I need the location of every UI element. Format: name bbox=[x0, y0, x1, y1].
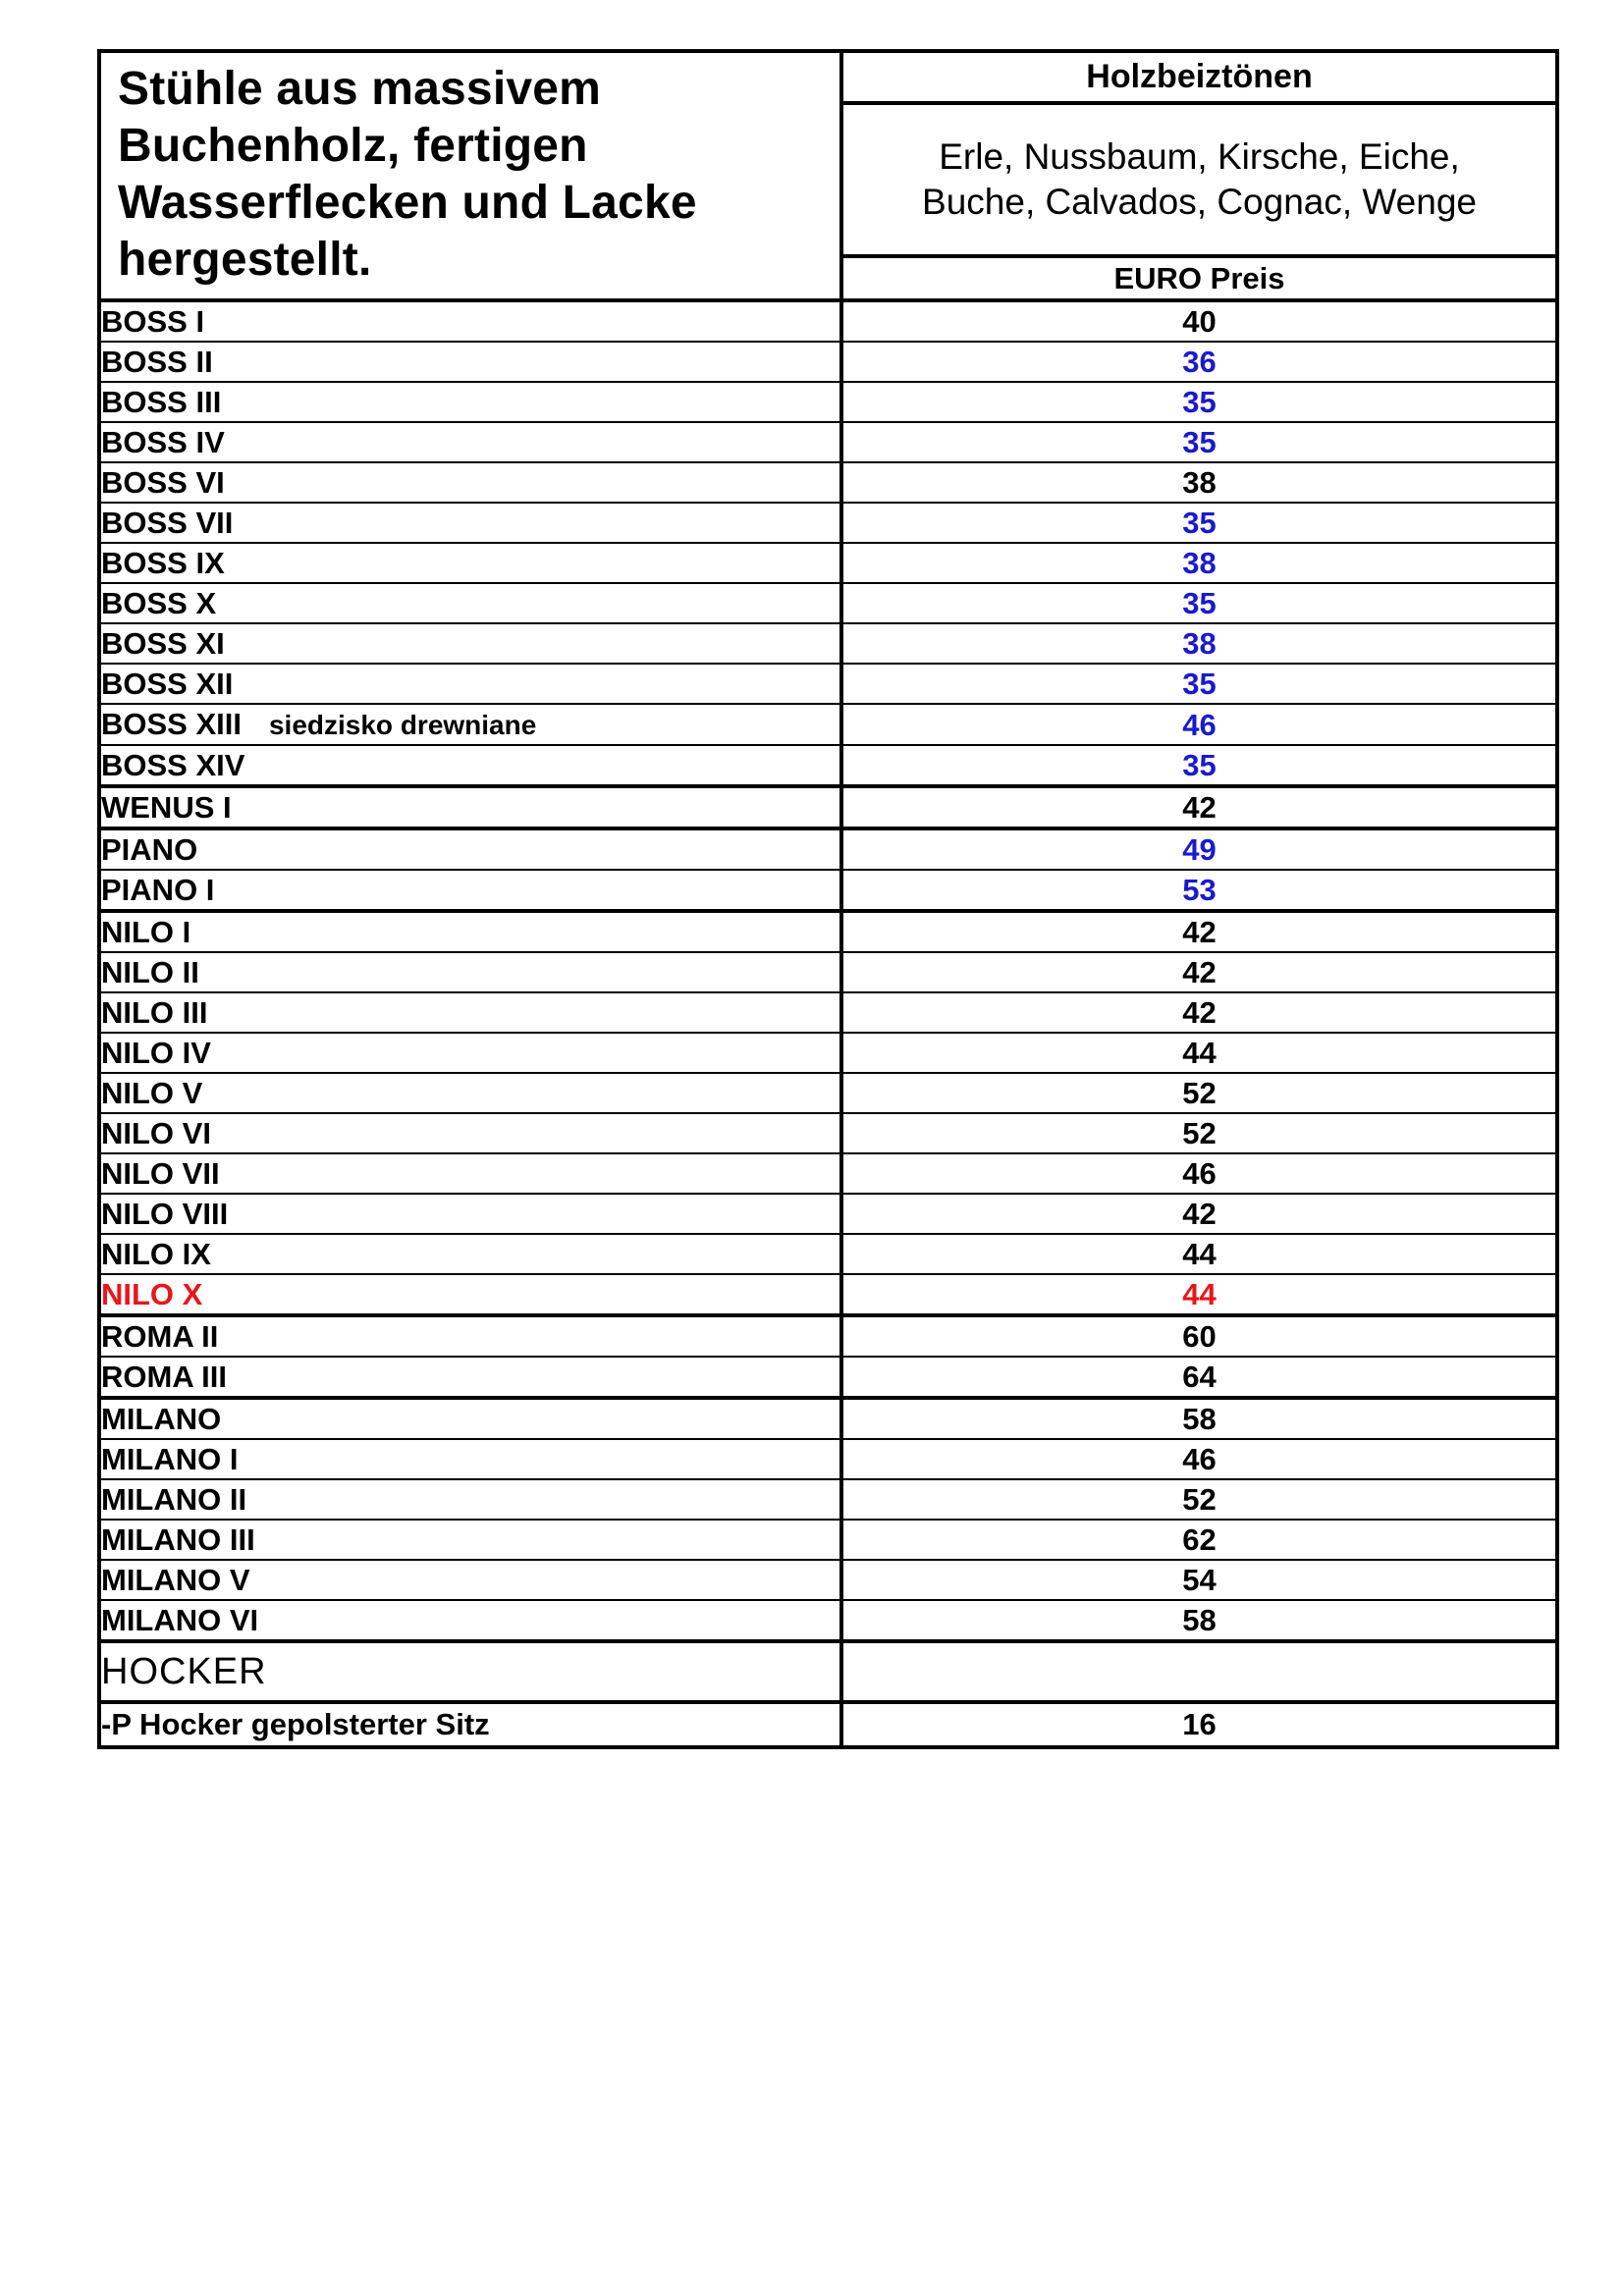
product-name-cell bbox=[99, 1153, 841, 1194]
product-price: 62 bbox=[841, 1520, 1557, 1560]
table-row bbox=[99, 1702, 1557, 1747]
product-name: BOSS XIV bbox=[101, 748, 245, 782]
product-price: 38 bbox=[841, 623, 1557, 664]
product-price: 35 bbox=[841, 745, 1557, 786]
hocker-empty-cell bbox=[841, 1641, 1557, 1702]
wood-colors-line-1: Erle, Nussbaum, Kirsche, Eiche, bbox=[939, 136, 1460, 177]
wood-colors-line-2: Buche, Calvados, Cognac, Wenge bbox=[922, 182, 1477, 222]
product-name: NILO VII bbox=[101, 1156, 220, 1191]
product-price: 58 bbox=[841, 1600, 1557, 1641]
header-row-1 bbox=[99, 51, 1557, 103]
product-name-cell bbox=[99, 1033, 841, 1073]
product-name: NILO VI bbox=[101, 1116, 211, 1150]
product-price: 44 bbox=[841, 1033, 1557, 1073]
product-name-cell bbox=[99, 704, 841, 745]
product-name: NILO IX bbox=[101, 1237, 211, 1271]
product-name: NILO V bbox=[101, 1076, 203, 1110]
product-name: NILO X bbox=[101, 1277, 203, 1311]
product-name-cell bbox=[99, 1194, 841, 1234]
product-name-cell bbox=[99, 1357, 841, 1398]
product-name-cell bbox=[99, 1439, 841, 1479]
product-name: ROMA II bbox=[101, 1319, 219, 1354]
product-price: 38 bbox=[841, 462, 1557, 503]
product-name-cell bbox=[99, 828, 841, 870]
product-price: 52 bbox=[841, 1479, 1557, 1520]
product-name: MILANO V bbox=[101, 1563, 250, 1597]
product-name-cell bbox=[99, 300, 841, 342]
table-row bbox=[99, 870, 1557, 911]
product-name-cell bbox=[99, 1600, 841, 1641]
table-row bbox=[99, 704, 1557, 745]
table-row bbox=[99, 342, 1557, 382]
product-price: 52 bbox=[841, 1073, 1557, 1113]
stain-header: Holzbeiztönen bbox=[841, 51, 1557, 103]
table-row bbox=[99, 1234, 1557, 1274]
table-row bbox=[99, 583, 1557, 623]
table-row bbox=[99, 1520, 1557, 1560]
hocker-heading-cell bbox=[99, 1641, 841, 1702]
table-row bbox=[99, 911, 1557, 952]
wood-colors-cell bbox=[841, 103, 1557, 256]
product-price: 42 bbox=[841, 952, 1557, 992]
title-cell bbox=[99, 51, 841, 300]
table-row bbox=[99, 1274, 1557, 1315]
price-table-body bbox=[99, 51, 1557, 1747]
product-name-cell bbox=[99, 462, 841, 503]
product-name: ROMA III bbox=[101, 1360, 228, 1394]
product-name: NILO I bbox=[101, 915, 191, 949]
product-name-cell bbox=[99, 543, 841, 583]
product-price: 38 bbox=[841, 543, 1557, 583]
product-name-cell bbox=[99, 664, 841, 704]
product-price: 54 bbox=[841, 1560, 1557, 1600]
product-price: 35 bbox=[841, 503, 1557, 543]
product-name: MILANO bbox=[101, 1402, 222, 1436]
product-price: 35 bbox=[841, 422, 1557, 462]
product-price: 40 bbox=[841, 300, 1557, 342]
product-name: BOSS III bbox=[101, 385, 222, 419]
table-row bbox=[99, 1439, 1557, 1479]
product-name-cell bbox=[99, 1560, 841, 1600]
product-note: siedzisko drewniane bbox=[268, 710, 537, 740]
product-name: MILANO VI bbox=[101, 1603, 259, 1637]
product-name-cell bbox=[99, 992, 841, 1033]
product-price: 49 bbox=[841, 828, 1557, 870]
product-name-cell bbox=[99, 1073, 841, 1113]
product-name-cell bbox=[99, 1113, 841, 1153]
product-price: 44 bbox=[841, 1234, 1557, 1274]
product-price: 42 bbox=[841, 992, 1557, 1033]
product-price: 42 bbox=[841, 1194, 1557, 1234]
product-name: NILO IV bbox=[101, 1036, 211, 1070]
table-row bbox=[99, 543, 1557, 583]
table-row bbox=[99, 1194, 1557, 1234]
product-name: PIANO bbox=[101, 832, 198, 867]
table-row bbox=[99, 664, 1557, 704]
table-row bbox=[99, 1033, 1557, 1073]
product-price: 52 bbox=[841, 1113, 1557, 1153]
product-name-cell bbox=[99, 382, 841, 422]
product-name: BOSS XIII bbox=[101, 707, 242, 741]
product-name-cell bbox=[99, 503, 841, 543]
product-name-cell bbox=[99, 786, 841, 828]
product-name: NILO VIII bbox=[101, 1197, 229, 1231]
product-name-cell bbox=[99, 745, 841, 786]
table-row bbox=[99, 1357, 1557, 1398]
table-row bbox=[99, 952, 1557, 992]
product-name: NILO II bbox=[101, 955, 199, 989]
table-row bbox=[99, 1153, 1557, 1194]
table-row bbox=[99, 300, 1557, 342]
product-name: MILANO II bbox=[101, 1482, 247, 1517]
product-name: WENUS I bbox=[101, 790, 232, 825]
product-name: BOSS XII bbox=[101, 667, 234, 701]
product-name: BOSS VI bbox=[101, 465, 225, 500]
product-price: 35 bbox=[841, 664, 1557, 704]
table-row bbox=[99, 623, 1557, 664]
product-name-cell bbox=[99, 870, 841, 911]
product-name: NILO III bbox=[101, 995, 208, 1030]
product-name-cell bbox=[99, 583, 841, 623]
product-name: PIANO I bbox=[101, 873, 215, 907]
product-name-cell bbox=[99, 911, 841, 952]
product-price: 60 bbox=[841, 1315, 1557, 1357]
product-name: MILANO I bbox=[101, 1442, 239, 1476]
product-name: BOSS IX bbox=[101, 546, 225, 580]
product-price: 46 bbox=[841, 1153, 1557, 1194]
table-row bbox=[99, 422, 1557, 462]
product-name: BOSS X bbox=[101, 586, 217, 620]
hocker-section-row bbox=[99, 1641, 1557, 1702]
table-row bbox=[99, 1073, 1557, 1113]
table-row bbox=[99, 1560, 1557, 1600]
table-row bbox=[99, 828, 1557, 870]
product-name-cell bbox=[99, 1315, 841, 1357]
product-price: 42 bbox=[841, 786, 1557, 828]
price-table bbox=[97, 49, 1559, 1749]
product-name-cell bbox=[99, 422, 841, 462]
table-row bbox=[99, 1398, 1557, 1439]
price-header: EURO Preis bbox=[841, 256, 1557, 300]
product-name-cell bbox=[99, 1234, 841, 1274]
table-row bbox=[99, 786, 1557, 828]
table-row bbox=[99, 503, 1557, 543]
product-name-cell bbox=[99, 1479, 841, 1520]
product-name-cell bbox=[99, 1520, 841, 1560]
product-name-cell bbox=[99, 1398, 841, 1439]
product-price: 35 bbox=[841, 382, 1557, 422]
product-name-cell bbox=[99, 1274, 841, 1315]
product-name: -P Hocker gepolsterter Sitz bbox=[99, 1702, 841, 1747]
product-price: 35 bbox=[841, 583, 1557, 623]
hocker-heading: HOCKER bbox=[101, 1650, 267, 1692]
document-title: Stühle aus massivem Buchenholz, fertigen Wasserflecken und Lacke hergestellt. bbox=[118, 63, 697, 286]
table-row bbox=[99, 992, 1557, 1033]
product-price: 64 bbox=[841, 1357, 1557, 1398]
product-name: BOSS XI bbox=[101, 626, 225, 661]
product-price: 42 bbox=[841, 911, 1557, 952]
product-price: 36 bbox=[841, 342, 1557, 382]
product-price: 46 bbox=[841, 704, 1557, 745]
product-price: 44 bbox=[841, 1274, 1557, 1315]
table-row bbox=[99, 1315, 1557, 1357]
product-price: 46 bbox=[841, 1439, 1557, 1479]
table-row bbox=[99, 745, 1557, 786]
product-name-cell bbox=[99, 623, 841, 664]
product-name-cell bbox=[99, 342, 841, 382]
table-row bbox=[99, 1600, 1557, 1641]
product-price: 16 bbox=[841, 1702, 1557, 1747]
product-price: 53 bbox=[841, 870, 1557, 911]
table-row bbox=[99, 1479, 1557, 1520]
product-name-cell bbox=[99, 952, 841, 992]
product-name: BOSS VII bbox=[101, 506, 234, 540]
product-price: 58 bbox=[841, 1398, 1557, 1439]
table-row bbox=[99, 382, 1557, 422]
product-name: MILANO III bbox=[101, 1522, 255, 1557]
product-name: BOSS IV bbox=[101, 425, 225, 459]
product-name: BOSS I bbox=[101, 304, 205, 339]
product-name: BOSS II bbox=[101, 345, 213, 379]
table-row bbox=[99, 462, 1557, 503]
table-row bbox=[99, 1113, 1557, 1153]
